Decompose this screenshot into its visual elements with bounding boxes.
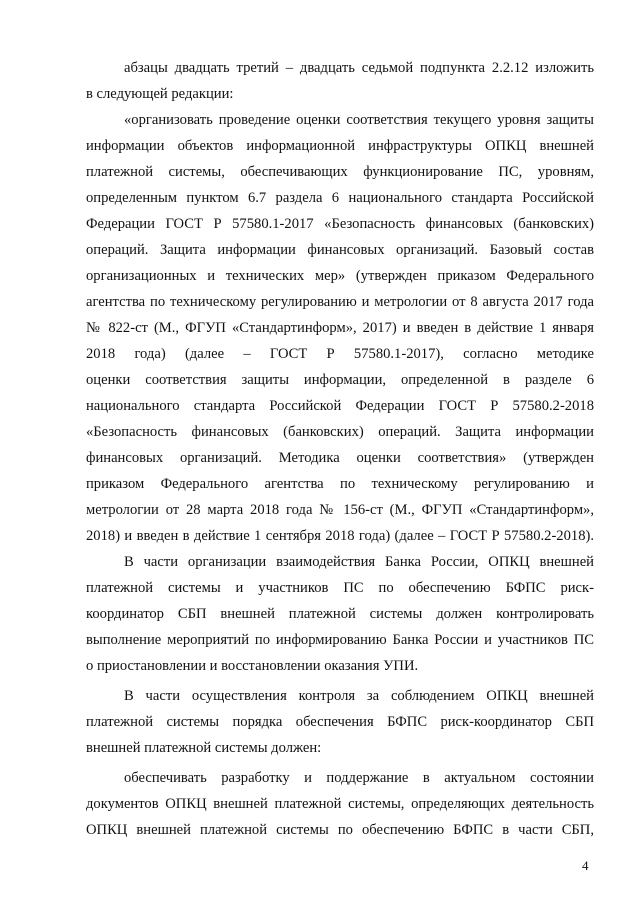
text-line: «организовать проведение оценки соответствия текущего уровня защиты [124,112,594,128]
text-line: выполнение мероприятий по информированию Банка России и участников ПС [86,632,594,648]
text-line: организационных и технических мер» (утвержден приказом Федерального [86,268,594,284]
text-line: координатор СБП внешней платежной системы должен контролировать [86,606,594,622]
text-line: 2018) и введен в действие 1 сентября 2018 года) (далее – ГОСТ Р 57580.2-2018). [86,528,594,544]
text-line: метрологии от 28 марта 2018 года № 156-ст (М., ФГУП «Стандартинформ», [86,502,594,518]
text-line: платежной системы, обеспечивающих функционирование ПС, уровням, [86,164,594,180]
page-number: 4 [582,858,589,873]
text-line: внешней платежной системы должен: [86,740,322,756]
text-line: приказом Федерального агентства по техническому регулированию и [86,476,594,492]
text-line: национального стандарта Российской Федерации ГОСТ Р 57580.2-2018 [86,398,594,414]
text-line: В части осуществления контроля за соблюдением ОПКЦ внешней [124,688,594,704]
text-line: платежной системы порядка обеспечения БФПС риск-координатор СБП [86,714,594,730]
text-line: определенным пунктом 6.7 раздела 6 национального стандарта Российской [86,190,594,206]
text-line: агентства по техническому регулированию и метрологии от 8 августа 2017 года [86,294,594,310]
text-line: оценки соответствия защиты информации, определенной в разделе 6 [86,372,594,388]
text-line: информации объектов информационной инфраструктуры ОПКЦ внешней [86,138,594,154]
text-line: обеспечивать разработку и поддержание в актуальном состоянии [124,770,594,786]
text-line: 2018 года) (далее – ГОСТ Р 57580.1-2017), согласно методике [86,346,594,362]
text-line: в следующей редакции: [86,86,234,102]
text-line: операций. Защита информации финансовых организаций. Базовый состав [86,242,594,258]
text-line: абзацы двадцать третий – двадцать седьмой подпункта 2.2.12 изложить [124,60,594,76]
text-line: документов ОПКЦ внешней платежной системы, определяющих деятельность [86,796,594,812]
text-line: Федерации ГОСТ Р 57580.1-2017 «Безопасность финансовых (банковских) [86,216,594,232]
text-line: В части организации взаимодействия Банка России, ОПКЦ внешней [124,554,594,570]
text-line: платежной системы и участников ПС по обеспечению БФПС риск- [86,580,594,596]
text-line: о приостановлении и восстановлении оказания УПИ. [86,658,419,674]
text-line: «Безопасность финансовых (банковских) операций. Защита информации [86,424,594,440]
text-line: финансовых организаций. Методика оценки соответствия» (утвержден [86,450,594,466]
text-line: ОПКЦ внешней платежной системы по обеспечению БФПС в части СБП, [86,822,594,838]
text-line: № 822-ст (М., ФГУП «Стандартинформ», 2017) и введен в действие 1 января [86,320,594,336]
